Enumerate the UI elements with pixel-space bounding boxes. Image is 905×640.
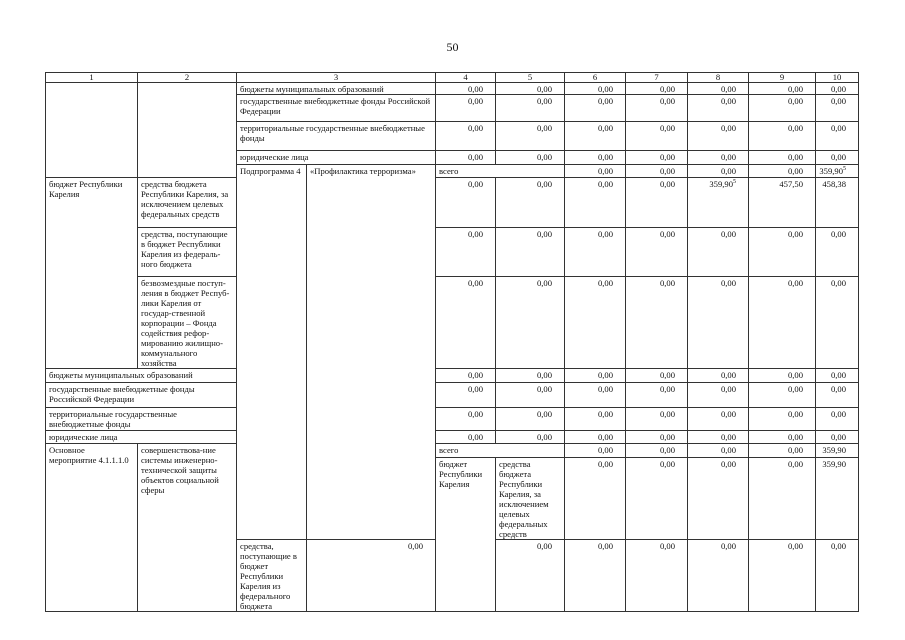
- value-cell: 0,00: [749, 383, 816, 408]
- header-row: [46, 73, 859, 83]
- value-cell: 0,00: [626, 444, 688, 458]
- budget-table: [45, 72, 859, 612]
- value-cell: 0,00: [816, 408, 859, 431]
- value-cell: 0,00: [626, 165, 688, 178]
- value-cell: 0,00: [436, 122, 496, 151]
- value-cell: 0,00: [816, 540, 859, 612]
- value-cell: 0,00: [816, 431, 859, 444]
- value-cell: 0,00: [749, 122, 816, 151]
- table-row: [46, 277, 859, 369]
- value-cell: 0,00: [626, 431, 688, 444]
- col-header: 8: [688, 73, 749, 83]
- source-cell: средства бюджета Республики Карелия, за исключением целевых федеральных средств: [138, 178, 237, 228]
- value-cell: 0,00: [565, 277, 626, 369]
- value-cell: 0,00: [749, 431, 816, 444]
- table-row: [46, 431, 859, 444]
- value-cell: 0,00: [496, 178, 565, 228]
- value-cell: 0,00: [688, 383, 749, 408]
- value-cell: 0,00: [496, 277, 565, 369]
- source-cell: государственные внебюджетные фонды Российской Федерации: [46, 383, 237, 408]
- value-cell: 0,00: [688, 458, 749, 540]
- value-cell: 0,00: [626, 458, 688, 540]
- value-cell: 0,00: [749, 540, 816, 612]
- value-cell: 0,00: [688, 228, 749, 277]
- value-cell: 457,50: [749, 178, 816, 228]
- value-cell: 0,00: [749, 408, 816, 431]
- value-cell: 0,00: [816, 122, 859, 151]
- source-cell: юридические лица: [46, 431, 237, 444]
- source-cell: государственные внебюджетные фонды Российской Федерации: [237, 95, 436, 122]
- value-cell: 0,00: [626, 408, 688, 431]
- value-cell: 0,00: [436, 431, 496, 444]
- value-cell: 0,00: [436, 95, 496, 122]
- value-cell: 0,00: [816, 83, 859, 95]
- value-cell: 0,00: [816, 277, 859, 369]
- value-cell: 0,00: [565, 431, 626, 444]
- table-row: [46, 408, 859, 431]
- col-header: 2: [138, 73, 237, 83]
- footnote-mark: 5: [843, 166, 847, 173]
- value-cell: 0,00: [436, 383, 496, 408]
- value-cell: 0,00: [565, 228, 626, 277]
- empty-cell: [46, 83, 138, 178]
- value-cell: 0,00: [496, 83, 565, 95]
- value-cell: 0,00: [496, 383, 565, 408]
- value-cell: 0,00: [688, 431, 749, 444]
- value-cell: 0,00: [688, 408, 749, 431]
- budget-source: бюджет Республики Карелия: [46, 178, 138, 369]
- value-cell: 0,00: [749, 277, 816, 369]
- col-header: 6: [565, 73, 626, 83]
- source-cell: всего: [436, 165, 565, 178]
- source-cell: средства бюджета Республики Карелия, за исключением целевых федеральных средств: [496, 458, 565, 540]
- source-cell: безвозмездные поступ-ления в бюджет Респуб-лики Карелия от государ-ственной корпорации – Фонда содействия рефор-мированию жилищно-коммунального хозяйства: [138, 277, 237, 369]
- value-cell: 0,00: [626, 277, 688, 369]
- budget-source: бюджет Республики Карелия: [436, 458, 496, 612]
- value-cell: 0,00: [565, 383, 626, 408]
- value-cell: 0,00: [626, 228, 688, 277]
- source-cell: средства, поступающие в бюджет Республики Карелия из федераль-ного бюджета: [138, 228, 237, 277]
- table-row: [46, 83, 859, 95]
- value-cell: 0,00: [496, 95, 565, 122]
- value-cell: [816, 165, 859, 178]
- value-cell: 0,00: [496, 228, 565, 277]
- value-cell: 0,00: [565, 83, 626, 95]
- value-cell: 0,00: [749, 151, 816, 165]
- event-name: Основное мероприятие 4.1.1.1.0: [46, 444, 138, 612]
- subprogram-name: Подпрограмма 4: [237, 165, 307, 540]
- value-cell: 0,00: [565, 122, 626, 151]
- value-cell: 0,00: [496, 151, 565, 165]
- page-number: 50: [446, 40, 459, 54]
- value-cell: 359,90: [816, 444, 859, 458]
- value-cell: 0,00: [626, 95, 688, 122]
- value-cell: 0,00: [565, 151, 626, 165]
- value-cell: 0,00: [816, 151, 859, 165]
- subprogram-title: «Профилактика терроризма»: [307, 165, 436, 540]
- col-header: 4: [436, 73, 496, 83]
- source-cell: юридические лица: [237, 151, 436, 165]
- value-cell: 0,00: [688, 277, 749, 369]
- value-cell: 0,00: [749, 458, 816, 540]
- source-cell: территориальные государственные внебюджетные фонды: [46, 408, 237, 431]
- table-row: [46, 444, 859, 458]
- value-cell: 0,00: [626, 83, 688, 95]
- value-cell: 0,00: [496, 408, 565, 431]
- value-cell: 0,00: [626, 151, 688, 165]
- source-cell: бюджеты муниципальных образований: [46, 369, 237, 383]
- source-cell: средства, поступающие в бюджет Республики Карелия из федерального бюджета: [237, 540, 307, 612]
- value-cell: 0,00: [626, 369, 688, 383]
- value-cell: 0,00: [688, 95, 749, 122]
- value-cell: 0,00: [688, 540, 749, 612]
- value-cell: 0,00: [565, 458, 626, 540]
- table-row: [46, 383, 859, 408]
- value-cell: 0,00: [565, 408, 626, 431]
- col-header: 3: [237, 73, 436, 83]
- value-cell: 0,00: [626, 122, 688, 151]
- value-text: 359,90: [709, 179, 734, 189]
- col-header: 1: [46, 73, 138, 83]
- value-cell: 0,00: [749, 165, 816, 178]
- value-cell: 0,00: [436, 151, 496, 165]
- value-cell: 0,00: [816, 228, 859, 277]
- value-cell: 0,00: [816, 95, 859, 122]
- col-header: 5: [496, 73, 565, 83]
- table-row: [46, 369, 859, 383]
- value-cell: 0,00: [565, 95, 626, 122]
- empty-cell: [138, 83, 237, 178]
- value-cell: 0,00: [749, 95, 816, 122]
- value-cell: 0,00: [626, 178, 688, 228]
- value-cell: 0,00: [496, 540, 565, 612]
- value-cell: 0,00: [749, 444, 816, 458]
- value-cell: 0,00: [565, 178, 626, 228]
- value-cell: 0,00: [688, 122, 749, 151]
- footnote-mark: 5: [733, 179, 737, 186]
- value-cell: 359,90: [816, 458, 859, 540]
- col-header: 9: [749, 73, 816, 83]
- value-cell: 0,00: [436, 369, 496, 383]
- table-row: [46, 178, 859, 228]
- value-cell: 0,00: [816, 369, 859, 383]
- value-cell: 0,00: [496, 369, 565, 383]
- value-cell: 458,38: [816, 178, 859, 228]
- value-text: 359,90: [819, 166, 844, 176]
- value-cell: 0,00: [626, 383, 688, 408]
- budget-table-container: [45, 72, 858, 611]
- value-cell: 0,00: [688, 444, 749, 458]
- event-title: совершенствова-ние системы инженерно-технической защиты объектов социальной сферы: [138, 444, 237, 612]
- value-cell: 0,00: [688, 151, 749, 165]
- value-cell: 0,00: [688, 369, 749, 383]
- value-cell: [688, 178, 749, 228]
- value-cell: 0,00: [565, 369, 626, 383]
- value-cell: 0,00: [436, 83, 496, 95]
- source-cell: бюджеты муниципальных образований: [237, 83, 436, 95]
- value-cell: 0,00: [749, 83, 816, 95]
- value-cell: 0,00: [749, 369, 816, 383]
- col-header: 7: [626, 73, 688, 83]
- value-cell: 0,00: [626, 540, 688, 612]
- value-cell: 0,00: [688, 83, 749, 95]
- value-cell: 0,00: [436, 408, 496, 431]
- value-cell: 0,00: [496, 431, 565, 444]
- table-row: [46, 228, 859, 277]
- value-cell: 0,00: [307, 540, 436, 612]
- value-cell: 0,00: [565, 165, 626, 178]
- value-cell: 0,00: [565, 444, 626, 458]
- value-cell: 0,00: [749, 228, 816, 277]
- source-cell: территориальные государственные внебюджетные фонды: [237, 122, 436, 151]
- value-cell: 0,00: [496, 122, 565, 151]
- value-cell: 0,00: [436, 178, 496, 228]
- value-cell: 0,00: [816, 383, 859, 408]
- source-cell: всего: [436, 444, 565, 458]
- col-header: 10: [816, 73, 859, 83]
- value-cell: 0,00: [436, 228, 496, 277]
- value-cell: 0,00: [436, 277, 496, 369]
- value-cell: 0,00: [565, 540, 626, 612]
- value-cell: 0,00: [688, 165, 749, 178]
